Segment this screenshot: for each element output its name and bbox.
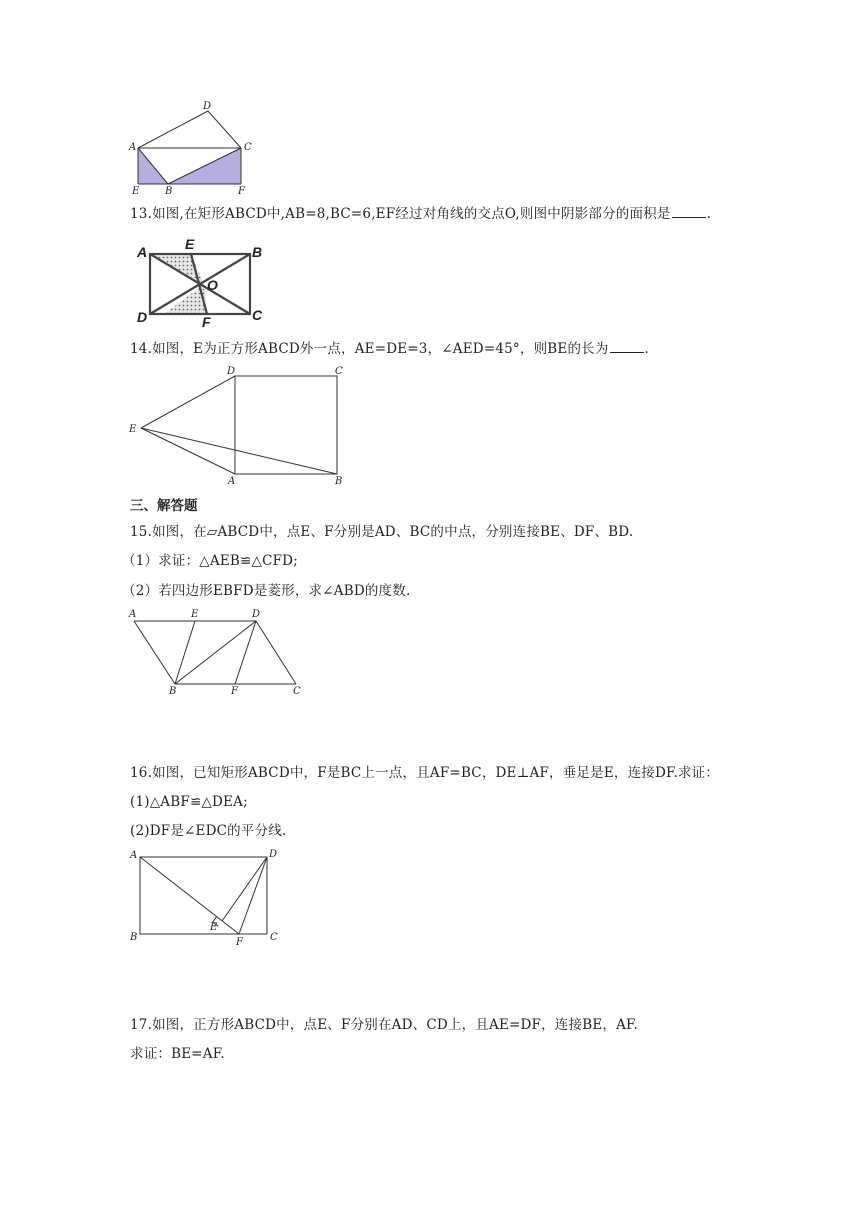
section-heading: 三、解答题 — [130, 498, 198, 514]
label-C: C — [293, 686, 301, 697]
label-E: E — [210, 922, 218, 933]
problem-17-prove: 求证：BE=AF. — [130, 1046, 225, 1062]
label-E: E — [185, 236, 195, 252]
label-E: E — [132, 186, 140, 197]
label-C: C — [335, 366, 343, 377]
figure-13 — [134, 236, 269, 331]
label-F: F — [238, 186, 245, 197]
problem-14 — [130, 340, 649, 358]
label-B: B — [169, 686, 177, 697]
figure-13-diagram — [134, 236, 269, 331]
label-A: A — [129, 142, 137, 153]
figure-12-diagram — [128, 98, 258, 198]
label-D: D — [269, 849, 278, 860]
figure-16-diagram — [128, 845, 288, 950]
problem-13 — [130, 205, 711, 223]
figure-14-diagram — [128, 364, 358, 489]
problem-16: 16.如图，已知矩形ABCD中，F是BC上一点，且AF=BC，DE⊥AF，垂足是E，连接DF.求证： — [130, 765, 720, 781]
problem-15-part-2: （2）若四边形EBFD是菱形，求∠ABD的度数. — [122, 583, 411, 599]
label-F: F — [231, 686, 238, 697]
label-B: B — [252, 244, 263, 260]
label-O: O — [207, 277, 218, 293]
label-D: D — [227, 366, 236, 377]
label-A: A — [130, 850, 138, 861]
problem-16-part-1: (1)△ABF≌△DEA; — [130, 794, 248, 810]
problem-16-part-2: (2)DF是∠EDC的平分线. — [130, 823, 287, 839]
label-C: C — [244, 142, 252, 153]
figure-16 — [128, 845, 288, 950]
label-B: B — [130, 932, 138, 943]
problem-15: 15.如图，在▱ABCD中，点E、F分别是AD、BC的中点，分别连接BE、DF、BD. — [130, 524, 634, 540]
label-A: A — [129, 609, 137, 620]
figure-15-diagram — [128, 604, 308, 696]
label-D: D — [252, 609, 261, 620]
label-A: A — [228, 476, 236, 487]
label-A: A — [137, 244, 148, 260]
figure-15 — [128, 604, 308, 696]
label-B: B — [165, 186, 173, 197]
label-C: C — [270, 932, 278, 943]
label-F: F — [202, 314, 211, 330]
label-F: F — [236, 937, 243, 948]
label-E: E — [191, 609, 199, 620]
figure-14 — [128, 364, 358, 489]
problem-17: 17.如图，正方形ABCD中，点E、F分别在AD、CD上，且AE=DF，连接BE，AF. — [130, 1017, 638, 1033]
problem-15-part-1: （1）求证：△AEB≌△CFD; — [122, 553, 298, 569]
problem-14-end: . — [644, 341, 650, 357]
answer-blank-14 — [610, 340, 644, 353]
problem-13-text: 13.如图,在矩形ABCD中,AB=8,BC=6,EF经过对角线的交点O,则图中阴影部分的面积是 — [130, 206, 671, 222]
problem-13-end: . — [706, 206, 712, 222]
label-E: E — [129, 424, 137, 435]
label-D: D — [203, 101, 212, 112]
problem-14-text: 14.如图，E为正方形ABCD外一点，AE=DE=3，∠AED=45°，则BE的长为 — [130, 341, 609, 357]
answer-blank-13 — [672, 205, 706, 218]
label-C: C — [252, 307, 263, 323]
figure-12 — [128, 98, 258, 198]
label-B: B — [335, 476, 343, 487]
label-D: D — [137, 309, 148, 325]
